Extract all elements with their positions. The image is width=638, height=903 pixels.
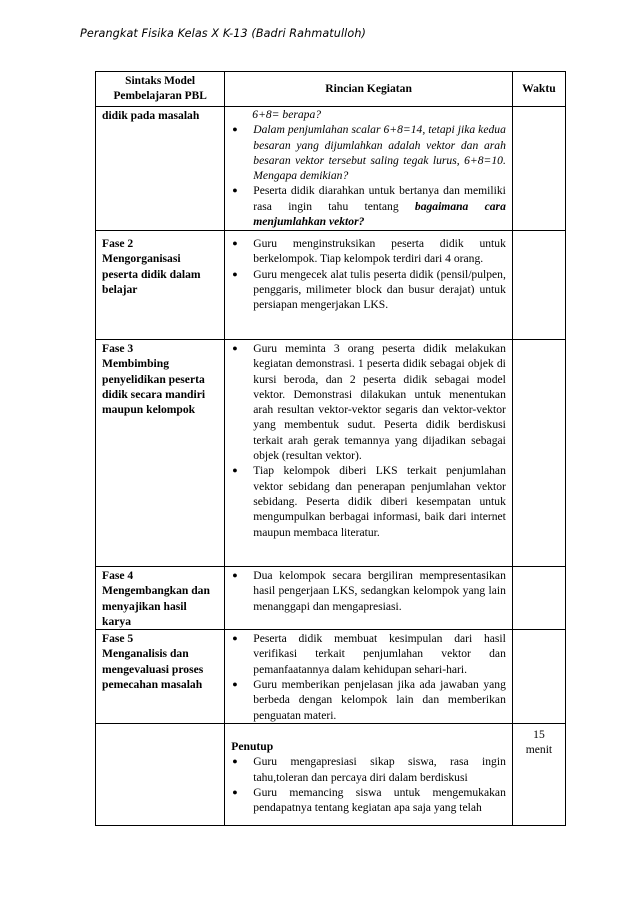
activity-cell	[225, 107, 513, 231]
phase-cell	[96, 723, 225, 825]
bullet-icon: ●	[232, 124, 238, 135]
phase-cell	[96, 630, 225, 724]
bullet-icon: ●	[232, 343, 238, 353]
phase-label: maupun kelompok	[102, 403, 196, 417]
bullet-icon: ●	[232, 786, 238, 797]
bullet-item	[231, 677, 506, 723]
bullet-item	[231, 183, 506, 229]
bullet-item	[231, 267, 506, 313]
time-cell	[512, 630, 565, 724]
header-syntax-line2: Pembelajaran PBL	[113, 90, 207, 102]
table-row	[96, 630, 566, 724]
bullet-item	[231, 568, 506, 614]
bullet-text: Guru meminta 3 orang peserta didik melakukan kegiatan demonstrasi. 1 peserta didik sebagai objek di kursi beroda, dan 2 peserta didik sebagai model vektor. Demonstrasi dilakukan untuk menentukan arah resultan vektor-vektor segaris dan vektor-vektor yang membentuk sudut. Peserta didik berdiskusi terkait arah gerak temannya yang dijadikan sebagai objek (resultan vektor).	[253, 342, 506, 463]
table-row	[96, 107, 566, 231]
bullet-item	[231, 236, 506, 267]
phase-label: menyajikan hasil	[102, 599, 187, 613]
phase-cell	[96, 107, 225, 231]
time-cell	[512, 567, 565, 630]
bullet-text: Tiap kelompok diberi LKS terkait penjumlahan vektor sebidang dan penerapan penjumlahan vektor sebidang. Peserta didik diberi kesempatan untuk mengumpulkan berbagai informasi, baik dari internet maupun membaca literatur.	[253, 464, 506, 539]
bullet-text: Guru mengapresiasi sikap siswa, rasa ingin tahu,toleran dan percaya diri dalam berdiskusi	[253, 755, 506, 784]
continued-text: 6+8= berapa?	[252, 108, 322, 121]
phase-label: Fase 4	[102, 569, 134, 582]
table-row	[96, 340, 566, 567]
phase-label: didik pada masalah	[102, 109, 200, 122]
phase-label: didik secara mandiri	[102, 387, 206, 401]
bullet-item	[231, 463, 506, 539]
bullet-text: Guru menginstruksikan peserta didik untuk berkelompok. Tiap kelompok terdiri dari 4 orang.	[253, 237, 506, 266]
time-cell	[512, 231, 565, 340]
phase-cell	[96, 340, 225, 567]
table-row	[96, 231, 566, 340]
table-header-row	[96, 72, 566, 107]
time-unit: menit	[525, 743, 553, 757]
bullet-text: Dua kelompok secara bergiliran mempresentasikan hasil pengerjaan LKS, sedangkan kelompok yang lain menanggapi dan mengapresiasi.	[253, 569, 506, 613]
activity-cell	[225, 567, 513, 630]
bullet-icon: ●	[232, 679, 238, 690]
table-row	[96, 567, 566, 630]
bullet-text: Guru memberikan penjelasan jika ada jawaban yang berbeda dengan kelompok lain dan memberikan penguatan materi.	[253, 678, 506, 722]
bullet-icon: ●	[232, 633, 238, 644]
phase-label: mengevaluasi proses	[102, 662, 204, 676]
header-time: Waktu	[512, 72, 565, 107]
bullet-icon: ●	[232, 238, 238, 248]
bullet-item	[231, 631, 506, 677]
phase-label: peserta didik dalam	[102, 267, 201, 281]
time-cell	[512, 723, 565, 825]
bullet-icon: ●	[232, 268, 238, 279]
phase-cell	[96, 231, 225, 340]
header-syntax	[96, 72, 225, 107]
phase-label: Menganalisis dan	[102, 647, 189, 661]
closing-title: Penutup	[231, 739, 274, 753]
bullet-icon: ●	[232, 465, 238, 476]
bullet-icon: ●	[232, 756, 238, 767]
bullet-text: Dalam penjumlahan scalar 6+8=14, tetapi jika kedua besaran yang dijumlahkan adalah vektor dan arah besaran vektor tersebut saling tegak lurus, 6+8=10. Mengapa demikian?	[253, 123, 506, 183]
time-value: 15	[533, 727, 545, 741]
phase-label: Fase 2	[102, 237, 134, 250]
bullet-text: Peserta didik membuat kesimpulan dari hasil verifikasi terkait penjumlahan vektor dan pemanfaatannya dalam kehidupan sehari-hari.	[253, 632, 506, 676]
bullet-item	[231, 341, 506, 463]
page-header: Perangkat Fisika Kelas X K-13 (Badri Rahmatulloh)	[80, 27, 366, 40]
time-cell	[512, 340, 565, 567]
lesson-activity-table	[95, 71, 566, 826]
phase-label: Fase 5	[102, 632, 134, 646]
bullet-icon: ●	[232, 570, 238, 580]
phase-label: Mengembangkan dan	[102, 584, 210, 598]
activity-cell	[225, 340, 513, 567]
phase-label: pemecahan masalah	[102, 678, 203, 692]
phase-label: Fase 3	[102, 342, 134, 355]
phase-label: Mengorganisasi	[102, 252, 181, 266]
phase-label: karya	[102, 614, 131, 628]
time-cell	[512, 107, 565, 231]
phase-cell	[96, 567, 225, 630]
bullet-text: Peserta didik diarahkan untuk bertanya dan memiliki rasa ingin tahu tentang	[253, 184, 506, 213]
bullet-icon: ●	[232, 185, 238, 196]
bullet-emphasis: bagaimana cara menjumlahkan vektor?	[253, 199, 506, 229]
phase-label: penyelidikan peserta	[102, 372, 205, 386]
activity-cell	[225, 231, 513, 340]
bullet-item	[231, 785, 506, 816]
phase-label: Membimbing	[102, 357, 169, 371]
bullet-item	[231, 122, 506, 183]
activity-cell	[225, 723, 513, 825]
bullet-item	[231, 754, 506, 785]
table-row	[96, 723, 566, 825]
phase-label: belajar	[102, 282, 138, 296]
bullet-text: Guru mengecek alat tulis peserta didik (pensil/pulpen, penggaris, milimeter block dan busur derajat) untuk persiapan mengerjakan LKS.	[253, 267, 506, 312]
header-syntax-line1: Sintaks Model	[125, 75, 196, 87]
header-activity: Rincian Kegiatan	[225, 72, 513, 107]
bullet-text: Guru memancing siswa untuk mengemukakan pendapatnya tentang kegiatan apa saja yang telah	[253, 785, 506, 815]
activity-cell	[225, 630, 513, 724]
